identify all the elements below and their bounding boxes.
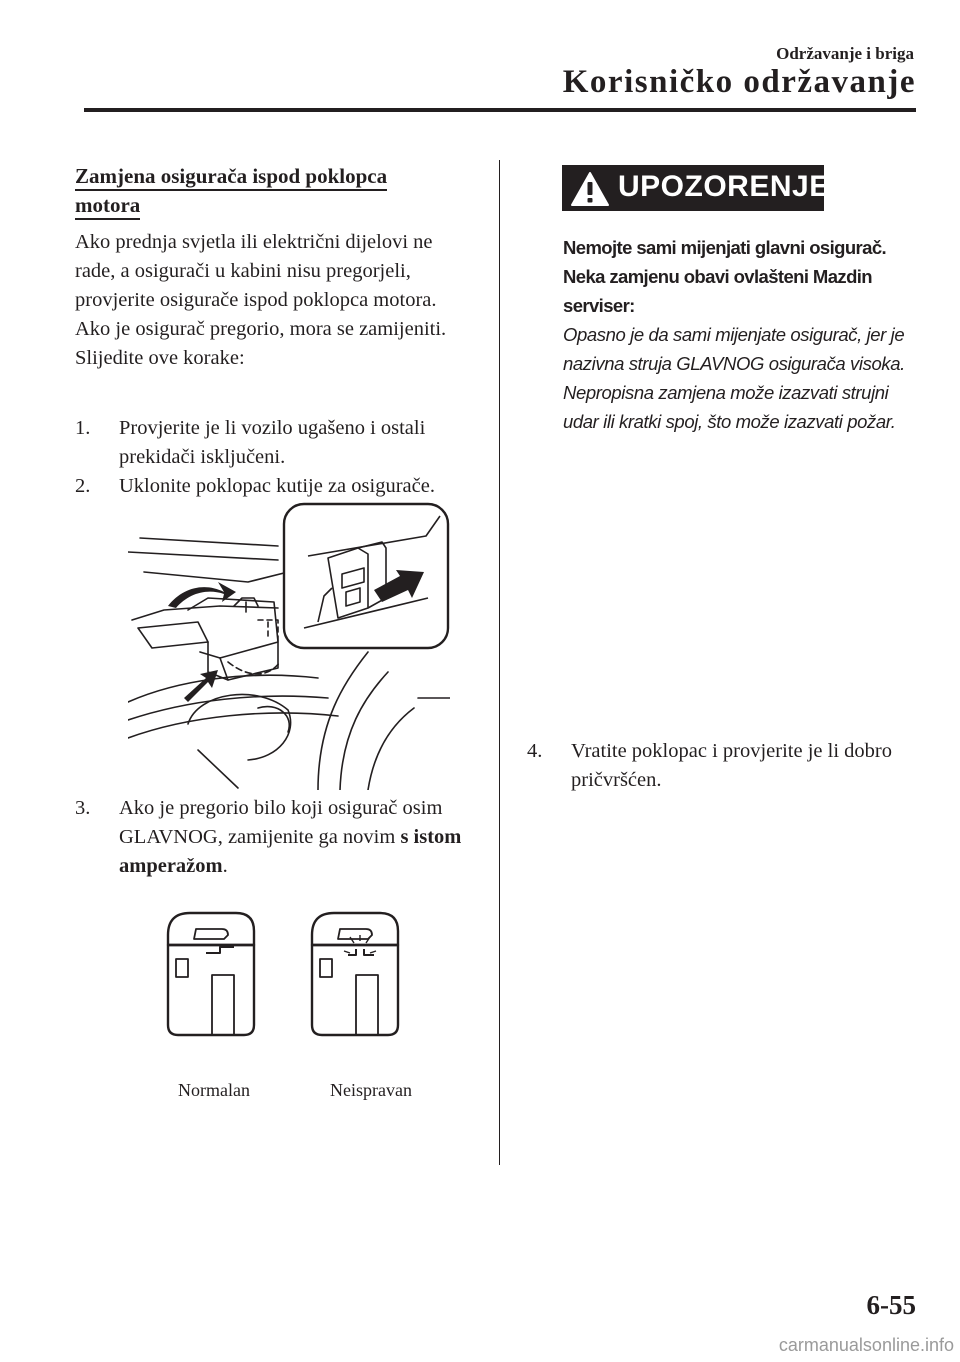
step-number: 4. <box>527 740 543 762</box>
fuse-label-normal: Normalan <box>178 1080 250 1100</box>
section-heading <box>75 162 435 220</box>
header-title: Korisničko održavanje <box>562 64 916 100</box>
step-1 <box>75 414 475 472</box>
step-text-end: . <box>222 855 228 877</box>
section-heading-text: Zamjena osigurača ispod poklopca motora <box>75 164 387 220</box>
step-text-bold: s istom amperažom <box>119 826 462 877</box>
step-text: Provjerite je li vozilo ugašeno i ostali prekidači isključeni. <box>119 417 426 468</box>
step-number: 1. <box>75 417 91 439</box>
fuse-box-cover-illustration <box>128 502 450 790</box>
fuse-normal-icon <box>168 913 254 1035</box>
warning-label: UPOZORENJE <box>618 170 830 203</box>
fuse-faulty-icon <box>312 913 398 1035</box>
step-text: Uklonite poklopac kutije za osigurače. <box>119 475 435 497</box>
step-text: Vratite poklopac i provjerite je li dobro pričvršćen. <box>571 740 892 791</box>
fuse-comparison-illustration <box>150 905 450 1105</box>
warning-triangle-icon <box>570 171 610 207</box>
header-subtitle: Održavanje i briga <box>776 44 914 63</box>
warning-bold-text: Nemojte sami mijenjati glavni osigurač. Neka zamjenu obavi ovlašteni Mazdin serviser: <box>563 237 887 316</box>
column-divider <box>499 160 500 1165</box>
step-text <box>75 794 485 881</box>
step-3 <box>75 794 485 881</box>
fuse-label-faulty: Neispravan <box>330 1080 412 1100</box>
step-text-plain: Ako je pregorio bilo koji osigurač osim GLAVNOG, zamijenite ga novim <box>119 797 443 848</box>
warning-badge <box>562 165 830 211</box>
page-number: 6-55 <box>866 1290 916 1320</box>
warning-body-text: Opasno je da sami mijenjate osigurač, jer je nazivna struja GLAVNOG osigurača visoka. Nepropisna zamjena može izazvati strujni udar ili kratki spoj, što može izazvati požar. <box>563 324 905 432</box>
intro-paragraph: Ako prednja svjetla ili električni dijelovi ne rade, a osigurači u kabini nisu pregorjeli, provjerite osigurače ispod poklopca motora. Ako je osigurač pregorio, mora se zamijeniti. Slijedite ove korake: <box>75 231 447 369</box>
step-4 <box>527 737 927 795</box>
watermark: carmanualsonline.info <box>778 1335 954 1355</box>
step-2 <box>75 472 485 501</box>
step-number: 3. <box>75 797 91 819</box>
step-number: 2. <box>75 475 91 497</box>
header-rule <box>84 108 916 112</box>
